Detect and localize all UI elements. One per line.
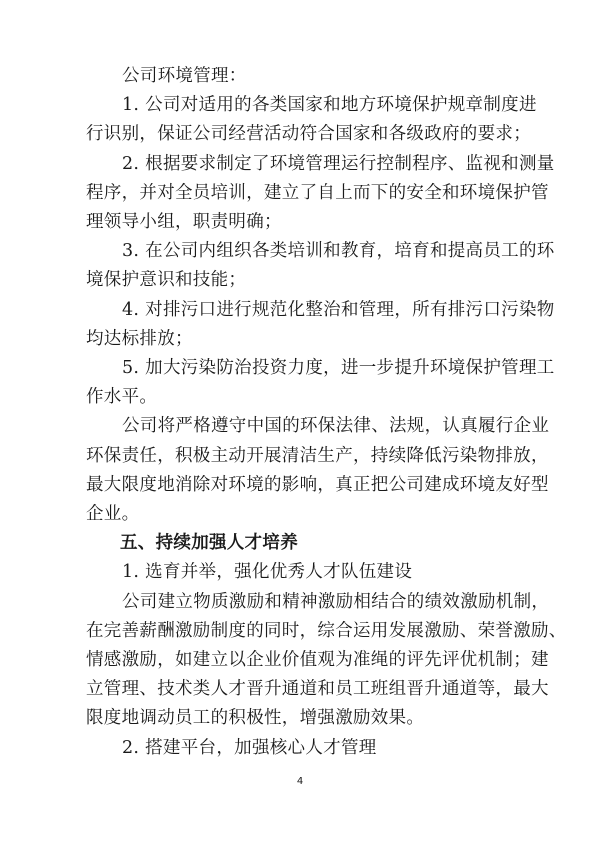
section-label-environment-management: 公司环境管理： [122,66,247,86]
subheading-line: 1. 选育并举，强化优秀人才队伍建设 [122,562,413,583]
paragraph-line: 3. 在公司内组织各类培训和教育，培育和提高员工的环 [122,241,555,262]
section-heading-talent: 五、持续加强人才培养 [120,533,298,554]
subheading-line: 2. 搭建平台，加强核心人才管理 [122,737,377,758]
paragraph-line: 企业。 [86,504,140,524]
paragraph-line: 理领导小组，职责明确； [86,212,282,232]
page-number: 4 [296,776,304,787]
paragraph-line: 行识别，保证公司经营活动符合国家和各级政府的要求； [86,124,531,145]
paragraph-line: 环保责任，积极主动开展清洁生产，持续降低污染物排放， [86,445,549,466]
paragraph-line: 在完善薪酬激励制度的同时，综合运用发展激励、荣誉激励、 [86,620,567,641]
paragraph-line: 4. 对排污口进行规范化整治和管理，所有排污口污染物 [122,299,555,320]
paragraph-line: 情感激励，如建立以企业价值观为准绳的评先评优机制；建 [86,650,549,670]
paragraph-line: 作水平。 [86,387,158,408]
paragraph-line: 最大限度地消除对环境的影响，真正把公司建成环境友好型 [86,474,549,495]
paragraph-line: 程序，并对全员培训，建立了自上而下的安全和环境保护管 [86,182,549,203]
paragraph-line: 1. 公司对适用的各类国家和地方环境保护规章制度进 [122,95,537,116]
paragraph-line: 2. 根据要求制定了环境管理运行控制程序、监视和测量 [122,153,555,174]
paragraph-line: 境保护意识和技能； [86,270,247,291]
paragraph-line: 5. 加大污染防治投资力度，进一步提升环境保护管理工 [122,358,555,378]
paragraph-line: 限度地调动员工的积极性，增强激励效果。 [86,708,425,729]
paragraph-line: 公司建立物质激励和精神激励相结合的绩效激励机制， [122,591,550,612]
paragraph-line: 立管理、技术类人才晋升通道和员工班组晋升通道等，最大 [86,679,549,700]
paragraph-line: 公司将严格遵守中国的环保法律、法规，认真履行企业 [122,416,550,437]
paragraph-line: 均达标排放； [86,328,193,349]
